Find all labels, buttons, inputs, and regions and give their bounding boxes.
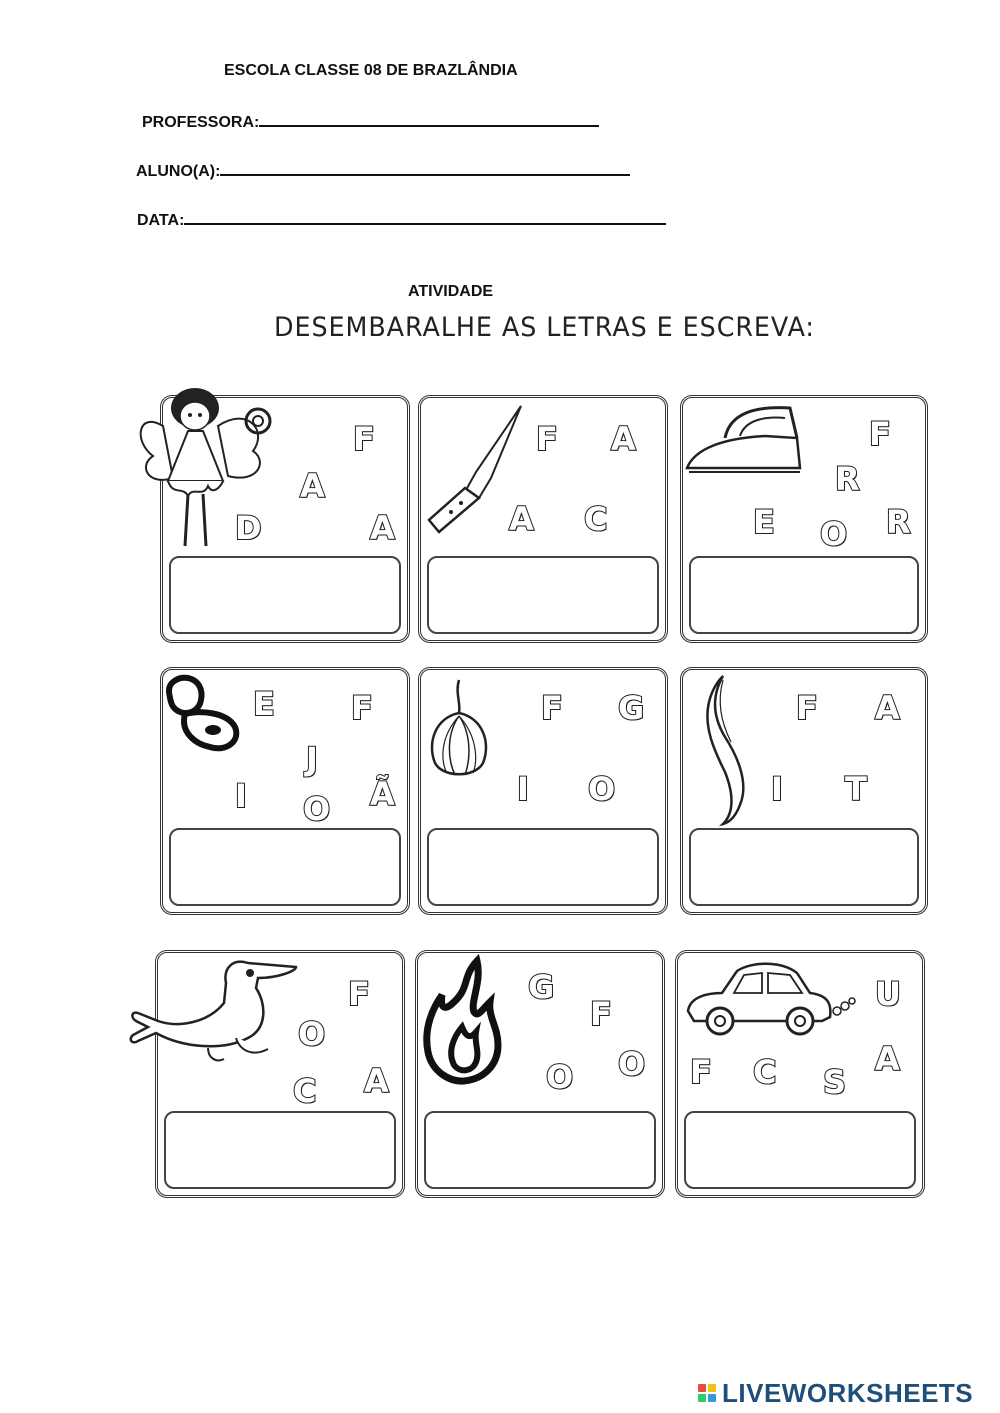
instruction-text: DESEMBARALHE AS LETRAS E ESCREVA:: [274, 312, 815, 343]
word-card: [675, 950, 925, 1198]
answer-box[interactable]: [427, 556, 659, 634]
scrambled-letter: U: [875, 975, 901, 1013]
seal-icon: [128, 953, 298, 1065]
scrambled-letter: F: [690, 1053, 712, 1091]
answer-box[interactable]: [424, 1111, 656, 1189]
scrambled-letter: A: [300, 467, 325, 505]
word-card: [160, 395, 410, 643]
scrambled-letter: F: [353, 420, 375, 458]
scrambled-letter: F: [351, 689, 373, 727]
logo-text: LIVEWORKSHEETS: [722, 1377, 974, 1408]
date-label: DATA:: [137, 212, 185, 229]
scrambled-letter: E: [253, 685, 275, 723]
activity-title: ATIVIDADE: [408, 283, 494, 300]
word-card: [680, 395, 928, 643]
scrambled-letter: R: [835, 460, 860, 498]
scrambled-letter: O: [588, 770, 616, 808]
scrambled-letter: E: [753, 503, 775, 541]
scrambled-letter: I: [235, 777, 247, 815]
word-card: [680, 667, 928, 915]
answer-box[interactable]: [684, 1111, 916, 1189]
scrambled-letter: A: [875, 1040, 900, 1078]
scrambled-letter: O: [303, 790, 331, 828]
scrambled-letter: C: [753, 1053, 777, 1091]
scrambled-letter: Ã: [370, 775, 395, 813]
scrambled-letter: F: [869, 415, 891, 453]
word-card: [415, 950, 665, 1198]
answer-box[interactable]: [169, 828, 401, 906]
answer-box[interactable]: [169, 556, 401, 634]
teacher-blank-line[interactable]: [259, 111, 599, 127]
scrambled-letter: J: [306, 740, 318, 778]
scrambled-letter: G: [618, 689, 645, 727]
scrambled-letter: A: [875, 689, 900, 727]
answer-box[interactable]: [427, 828, 659, 906]
teacher-label: PROFESSORA:: [142, 114, 260, 131]
bean-icon: [165, 672, 243, 754]
scrambled-letter: F: [348, 975, 370, 1013]
word-card: [418, 667, 668, 915]
scrambled-letter: O: [298, 1015, 326, 1053]
scrambled-letter: R: [886, 503, 911, 541]
date-blank-line[interactable]: [184, 209, 666, 225]
word-card: [418, 395, 668, 643]
scrambled-letter: O: [546, 1058, 574, 1096]
scrambled-letter: O: [820, 515, 848, 553]
student-field: [136, 160, 630, 181]
scrambled-letter: D: [235, 509, 262, 547]
liveworksheets-logo[interactable]: [698, 1377, 974, 1408]
scrambled-letter: T: [845, 770, 867, 808]
answer-box[interactable]: [689, 828, 919, 906]
car-icon: [682, 959, 857, 1039]
logo-block: [698, 1384, 706, 1392]
scrambled-letter: A: [611, 420, 636, 458]
scrambled-letter: F: [796, 689, 818, 727]
logo-blocks-icon: [698, 1384, 716, 1402]
word-card: [155, 950, 405, 1198]
student-blank-line[interactable]: [220, 160, 630, 176]
fire-icon: [422, 957, 502, 1087]
date-field: [137, 209, 666, 230]
scrambled-letter: F: [541, 689, 563, 727]
school-name: ESCOLA CLASSE 08 DE BRAZLÂNDIA: [224, 62, 518, 79]
student-label: ALUNO(A):: [136, 163, 221, 180]
logo-block: [698, 1394, 706, 1402]
logo-block: [708, 1384, 716, 1392]
iron-icon: [685, 398, 805, 478]
scrambled-letter: G: [528, 968, 555, 1006]
answer-box[interactable]: [164, 1111, 396, 1189]
answer-box[interactable]: [689, 556, 919, 634]
scrambled-letter: O: [618, 1045, 646, 1083]
scrambled-letter: F: [590, 995, 612, 1033]
scrambled-letter: F: [536, 420, 558, 458]
scrambled-letter: I: [517, 770, 529, 808]
scrambled-letter: S: [823, 1063, 847, 1101]
word-card: [160, 667, 410, 915]
scrambled-letter: A: [364, 1062, 389, 1100]
scrambled-letter: I: [771, 770, 783, 808]
garlic-icon: [425, 678, 495, 783]
scrambled-letter: C: [584, 500, 608, 538]
scrambled-letter: C: [293, 1072, 317, 1110]
logo-block: [708, 1394, 716, 1402]
ribbon-icon: [703, 672, 758, 827]
teacher-field: [142, 111, 599, 132]
scrambled-letter: A: [370, 509, 395, 547]
scrambled-letter: A: [509, 500, 534, 538]
